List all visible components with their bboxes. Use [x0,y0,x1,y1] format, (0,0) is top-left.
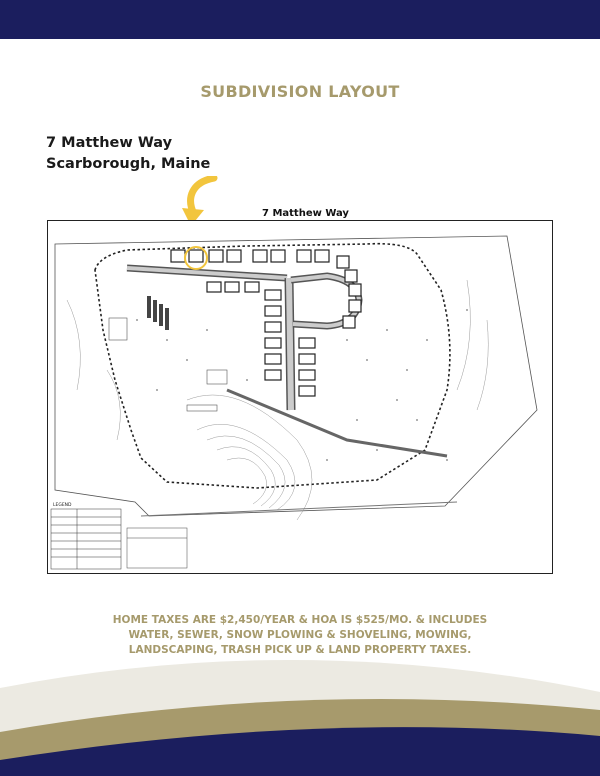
footer-line-1: HOME TAXES ARE $2,450/YEAR & HOA IS $525/MO. & INCLUDES [112,614,488,626]
footer-line-3: LANDSCAPING, TRASH PICK UP & LAND PROPERTY TAXES. [128,644,472,656]
footer-line-2: WATER, SEWER, SNOW PLOWING & SHOVELING, MOWING, [128,629,472,641]
bottom-swoosh-decoration [0,640,600,776]
header-band [0,0,600,39]
property-address [46,133,210,175]
address-city: Scarborough, Maine [46,156,211,172]
site-plan-drawing [47,220,553,574]
site-plan-caption: 7 Matthew Way [262,208,349,219]
address-street: 7 Matthew Way [46,135,173,151]
legend-heading: LEGEND [53,503,72,508]
page-title: SUBDIVISION LAYOUT [200,82,400,101]
